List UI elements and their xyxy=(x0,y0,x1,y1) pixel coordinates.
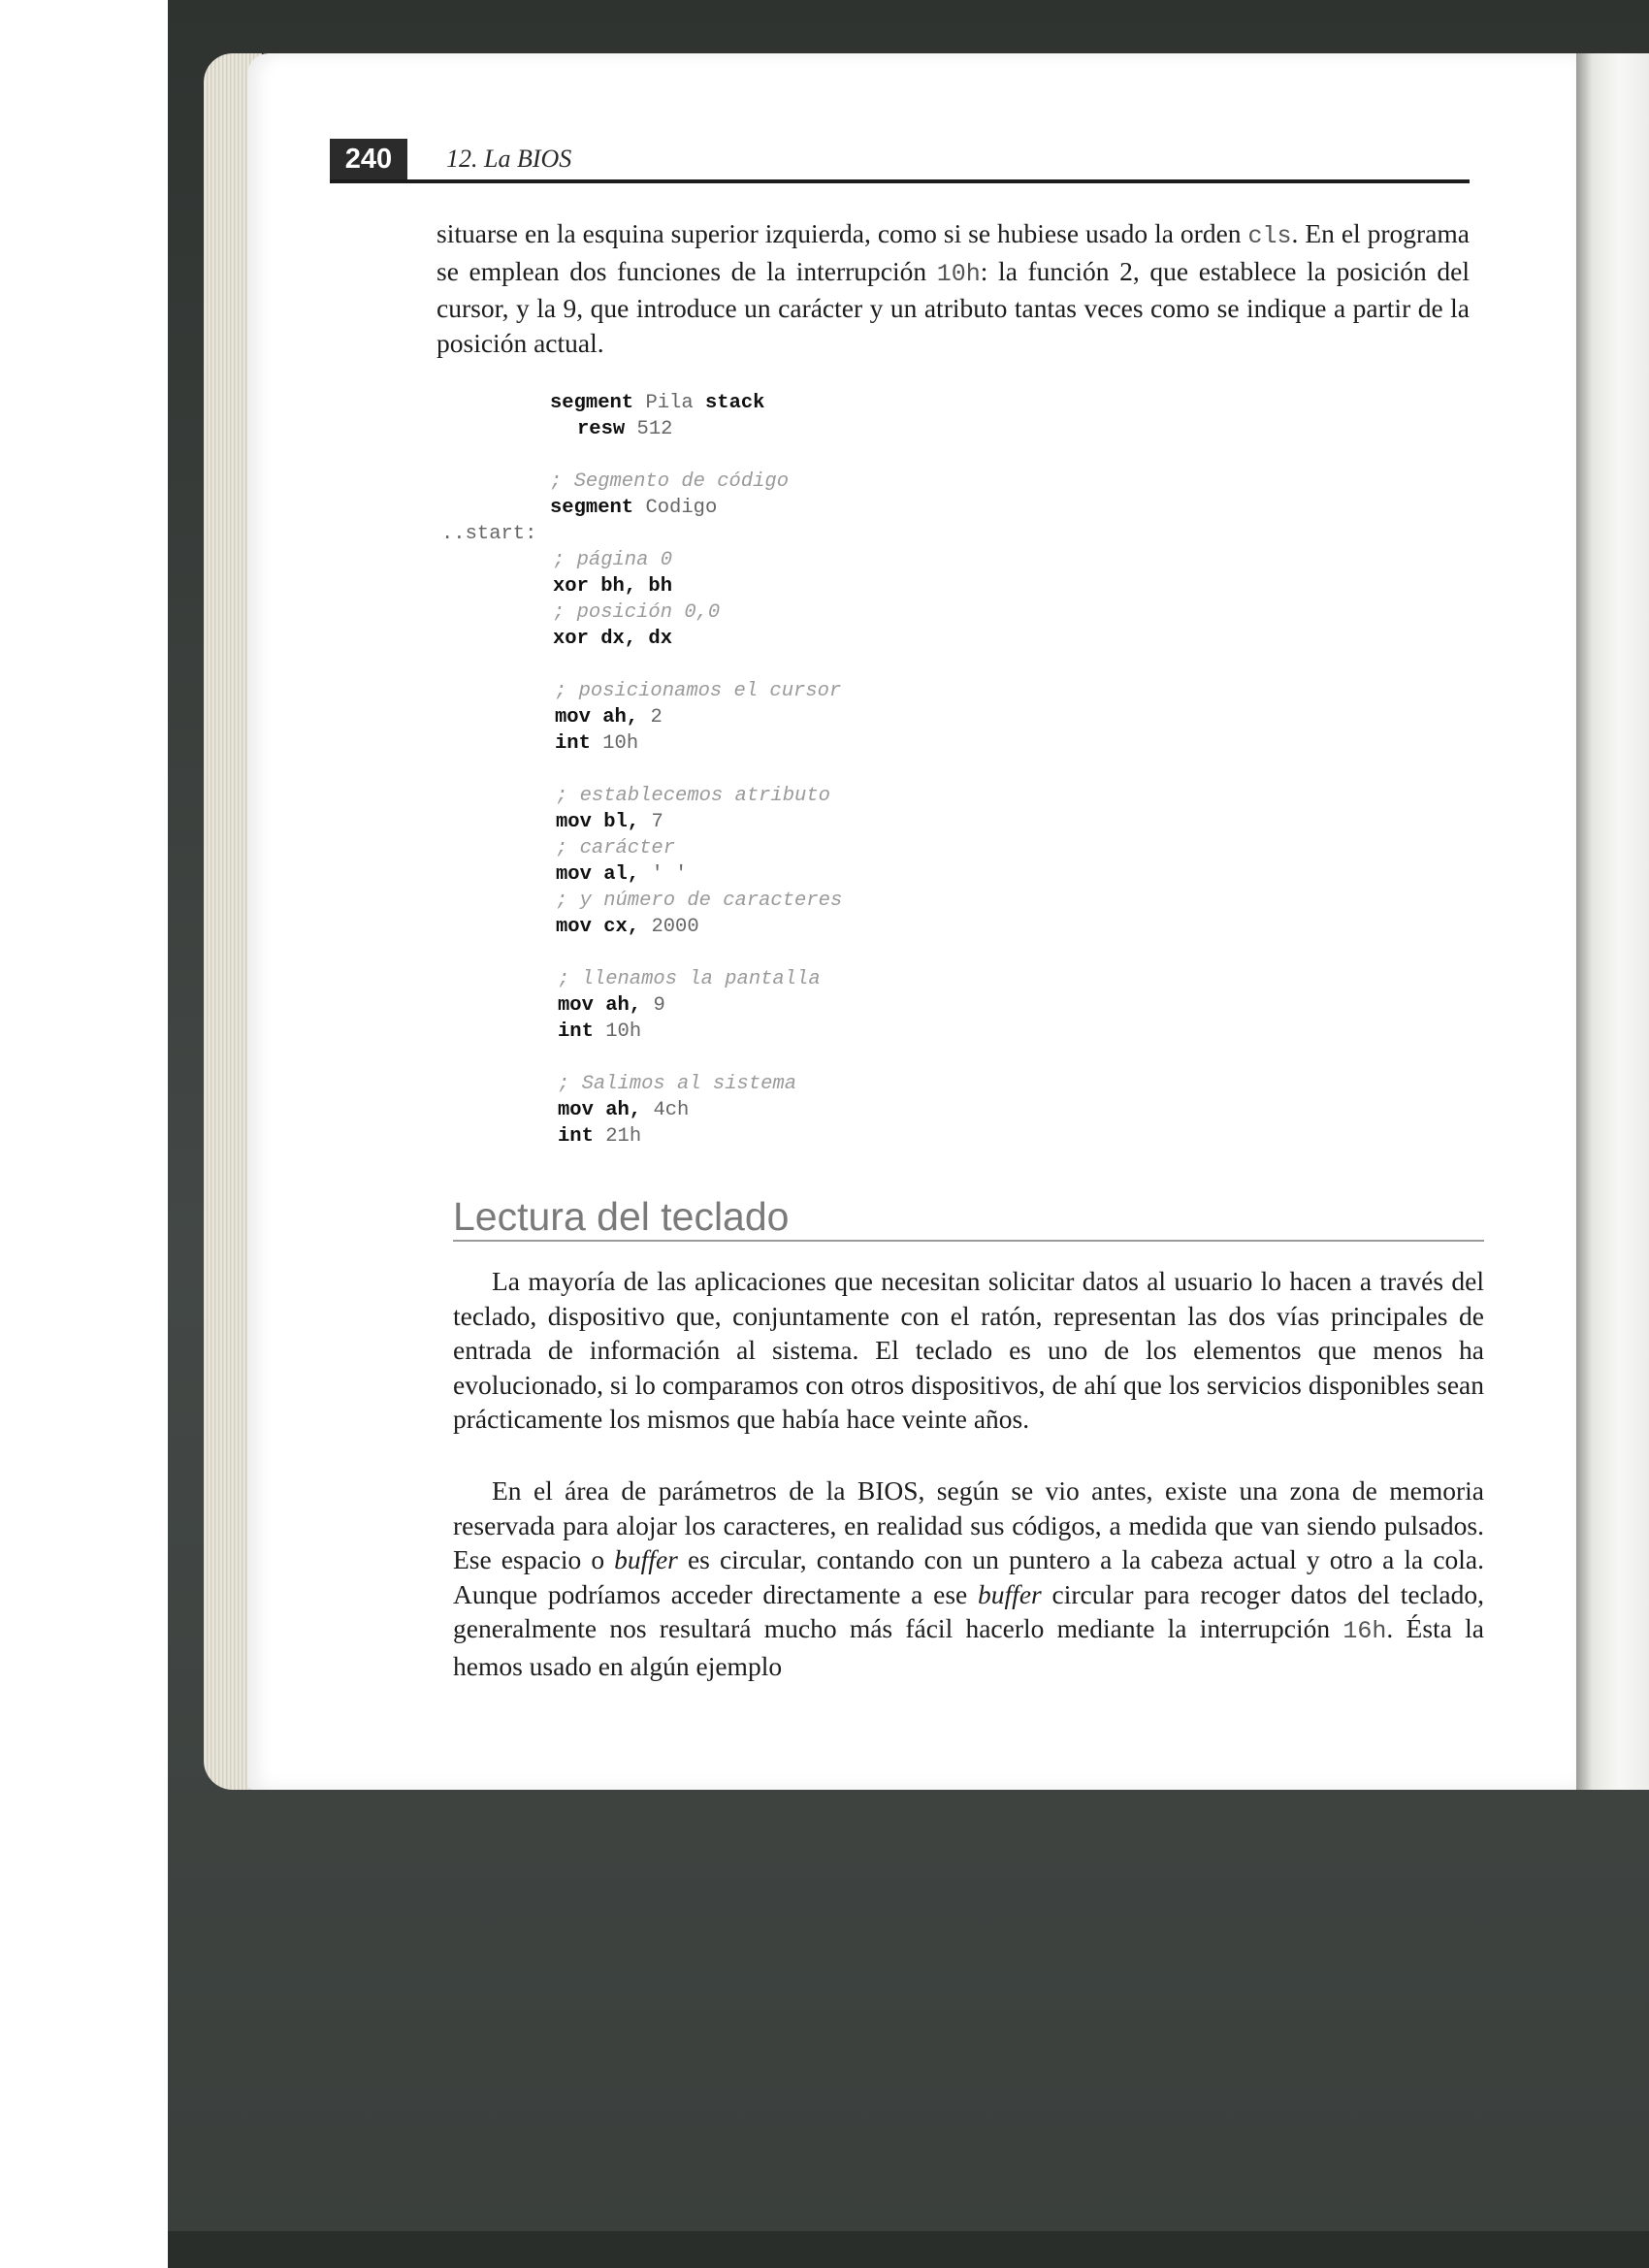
code-line: int 21h xyxy=(558,1125,642,1148)
code-line: mov ah, 9 xyxy=(558,994,665,1017)
code-comment: ; carácter xyxy=(556,837,676,859)
code-line: mov cx, 2000 xyxy=(556,916,699,938)
inline-code-10h: 10h xyxy=(936,259,981,288)
paragraph-text: . Ésta la hemos usado en algún ejemplo xyxy=(453,1613,1484,1681)
emphasis-buffer: buffer xyxy=(978,1578,1042,1609)
paragraph-text: es circular, contando con un puntero a la cabeza actual y otro a la cola. Aunque podríamos acceder directamente a ese xyxy=(453,1544,1484,1609)
code-line: segment Pila stack xyxy=(550,392,765,414)
section-rule xyxy=(453,1240,1484,1242)
code-comment: ; posición 0,0 xyxy=(553,601,721,624)
chapter-title: 12. La BIOS xyxy=(446,145,572,173)
paragraph-keyboard-intro: La mayoría de las aplicaciones que necesitan solicitar datos al usuario lo hacen a través del teclado, dispositivo que, conjuntamente con el ratón, representan las dos vías principales de entrada de información al sistema. El teclado es uno de los elementos que menos ha evolucionado, si lo comparamos con otros dispositivos, de ahí que los servicios disponibles sean prácticamente los mismos que había hace veinte años. xyxy=(453,1266,1484,1434)
code-comment: ; establecemos atributo xyxy=(556,785,830,807)
code-comment: ; Salimos al sistema xyxy=(558,1073,797,1095)
code-comment: ; página 0 xyxy=(553,549,673,571)
code-comment: ; y número de caracteres xyxy=(556,890,843,912)
code-line: int 10h xyxy=(555,732,639,755)
header-rule xyxy=(330,179,1470,183)
code-line: int 10h xyxy=(558,1021,642,1043)
emphasis-buffer: buffer xyxy=(614,1544,678,1574)
paragraph-text: En el área de parámetros de la BIOS, según se vio antes, existe una zona de memoria reservada para alojar los caracteres, en realidad sus códigos, a medida que van siendo pulsados. Ese espacio o xyxy=(453,1475,1484,1574)
inline-code-16h: 16h xyxy=(1342,1617,1387,1645)
scanner-bottom-strip xyxy=(168,2231,1649,2268)
inline-code-cls: cls xyxy=(1247,222,1292,250)
page-number: 240 xyxy=(330,139,407,179)
code-line: xor dx, dx xyxy=(553,628,673,650)
paragraph-text: . En el programa se emplean dos funciones de la interrupción xyxy=(436,218,1470,286)
code-comment: ; posicionamos el cursor xyxy=(555,680,842,702)
code-line: xor bh, bh xyxy=(553,575,673,598)
paragraph-intro xyxy=(436,216,1470,360)
code-line: mov al, ' ' xyxy=(556,863,688,886)
scan-left-margin xyxy=(0,0,168,2268)
paragraph-text: circular para recoger datos del teclado, generalmente nos resultará mucho más fácil hacerlo mediante la interrupción xyxy=(453,1578,1485,1643)
code-line: segment Codigo xyxy=(550,497,718,519)
paragraph-text: : la función 2, que establece la posición del cursor, y la 9, que introduce un carácter y un atributo tantas veces como se indique a partir de la posición actual. xyxy=(436,255,1471,358)
code-line: mov ah, 4ch xyxy=(558,1099,690,1121)
code-line: mov ah, 2 xyxy=(555,706,663,729)
code-line: mov bl, 7 xyxy=(556,811,663,833)
facing-page-edge xyxy=(1576,53,1649,1790)
paragraph-bios-buffer xyxy=(453,1474,1484,1683)
code-line: resw 512 xyxy=(577,418,673,440)
paragraph-text: situarse en la esquina superior izquierda, como si se hubiese usado la orden xyxy=(436,218,1248,248)
code-label: ..start: xyxy=(441,523,537,545)
section-heading: Lectura del teclado xyxy=(453,1194,790,1239)
code-comment: ; llenamos la pantalla xyxy=(558,968,821,990)
code-comment: ; Segmento de código xyxy=(550,470,790,493)
